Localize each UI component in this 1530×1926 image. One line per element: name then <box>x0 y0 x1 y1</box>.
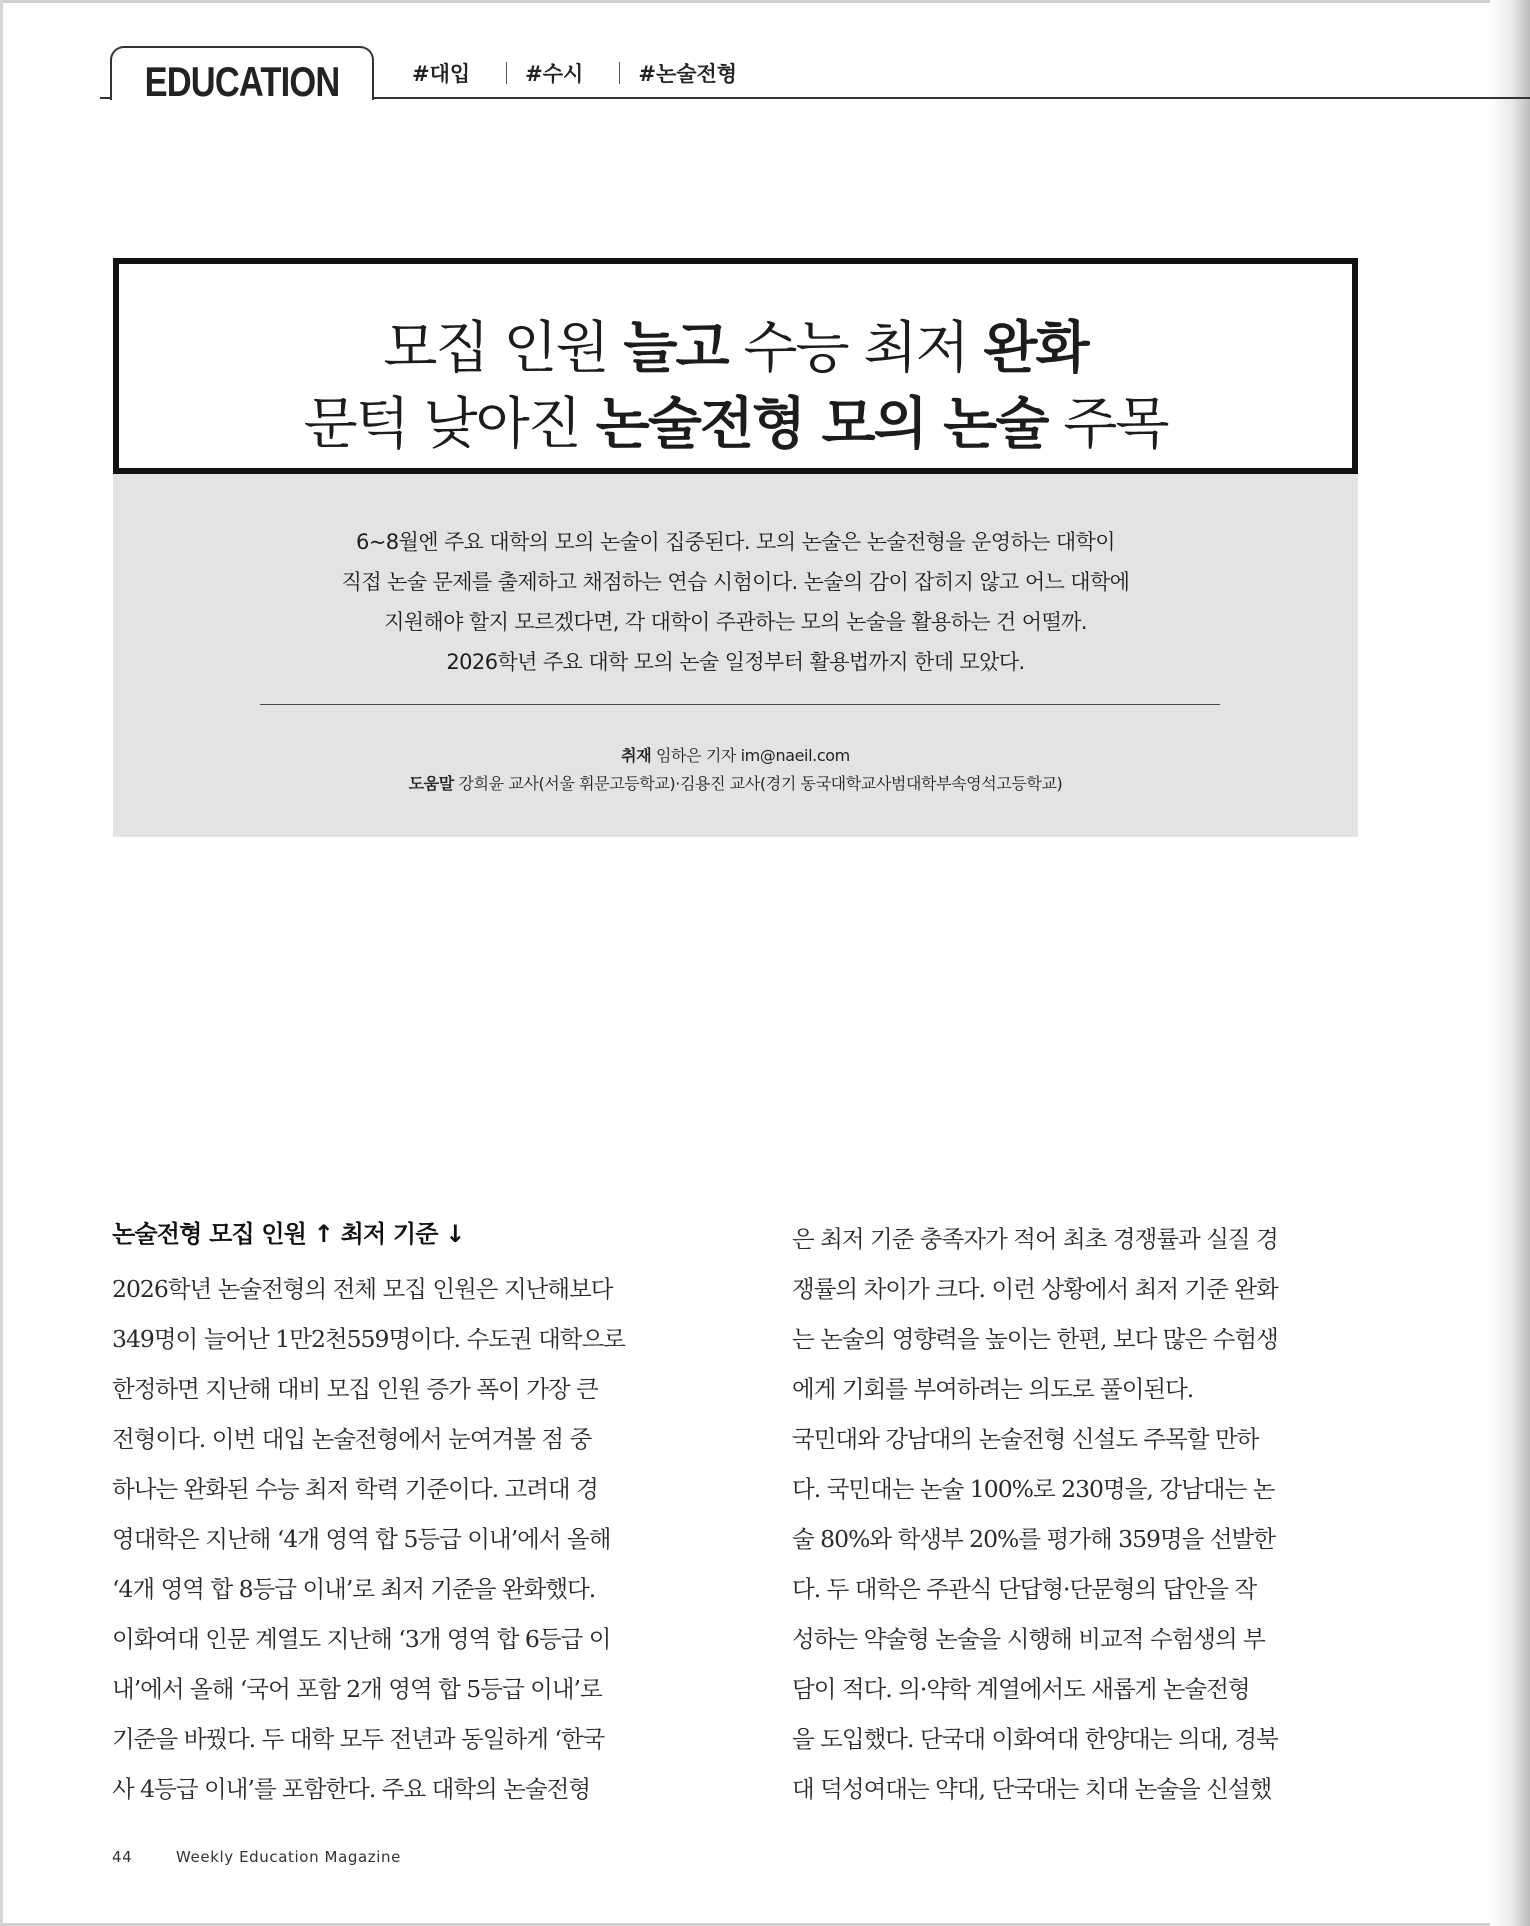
body-line: 쟁률의 차이가 크다. 이런 상황에서 최저 기준 완화 <box>792 1275 1278 1303</box>
body-line: 내’에서 올해 ‘국어 포함 2개 영역 합 5등급 이내’로 <box>112 1675 602 1703</box>
body-line: 은 최저 기준 충족자가 적어 최초 경쟁률과 실질 경 <box>792 1225 1278 1253</box>
helpers-label: 도움말 <box>408 774 454 793</box>
body-line: 기준을 바꿨다. 두 대학 모두 전년과 동일하게 ‘한국 <box>112 1725 605 1753</box>
body-line: 대 덕성여대는 약대, 단국대는 치대 논술을 신설했 <box>792 1775 1272 1803</box>
tag-nonsul: #논술전형 <box>638 62 738 86</box>
tag-susi: #수시 <box>525 62 584 86</box>
reporter-value: 임하은 기자 im@naeil.com <box>651 746 850 765</box>
article-subhead: 논술전형 모집 인원 ↑ 최저 기준 ↓ <box>112 1220 465 1248</box>
body-line: 을 도입했다. 단국대 이화여대 한양대는 의대, 경북 <box>792 1725 1278 1753</box>
page-left-edge <box>0 0 3 1926</box>
page-top-edge <box>0 0 1530 3</box>
section-label: EDUCATION <box>144 58 340 105</box>
body-line: 국민대와 강남대의 논술전형 신설도 주목할 만하 <box>792 1425 1259 1453</box>
headline-segment: 수능 최저 <box>727 316 984 381</box>
tag-divider <box>506 62 507 84</box>
headline-segment: 완화 <box>983 316 1088 381</box>
magazine-name: Weekly Education Magazine <box>176 1848 401 1866</box>
page-number: 44 <box>112 1848 133 1866</box>
body-line: 성하는 약술형 논술을 시행해 비교적 수험생의 부 <box>792 1625 1265 1653</box>
tag-list <box>412 58 773 88</box>
body-line: 영대학은 지난해 ‘4개 영역 합 5등급 이내’에서 올해 <box>112 1525 611 1553</box>
body-line: 담이 적다. 의·약학 계열에서도 새롭게 논술전형 <box>792 1675 1250 1703</box>
tag-divider <box>619 62 620 84</box>
tag-daeip: #대입 <box>412 62 471 86</box>
helpers-value: 강희윤 교사(서울 휘문고등학교)·김용진 교사(경기 동국대학교사범대학부속영석고등학교) <box>453 774 1063 793</box>
section-tab <box>110 46 374 105</box>
lead-line: 직접 논술 문제를 출제하고 채점하는 연습 시험이다. 논술의 감이 잡히지 않고 어느 대학에 <box>341 570 1130 594</box>
headline-segment: 늘고 <box>623 316 728 381</box>
headline-box <box>113 258 1358 474</box>
body-line: 349명이 늘어난 1만2천559명이다. 수도권 대학으로 <box>112 1325 625 1353</box>
headline-segment: 논술전형 모의 논술 <box>595 392 1048 457</box>
body-line: 사 4등급 이내’를 포함한다. 주요 대학의 논술전형 <box>112 1775 591 1803</box>
reporter-label: 취재 <box>621 746 652 765</box>
body-line: 한정하면 지난해 대비 모집 인원 증가 폭이 가장 큰 <box>112 1375 598 1403</box>
lead-panel <box>113 474 1358 837</box>
reporter-credit <box>113 742 1358 770</box>
body-line: 2026학년 논술전형의 전체 모집 인원은 지난해보다 <box>112 1275 613 1303</box>
lead-line: 2026학년 주요 대학 모의 논술 일정부터 활용법까지 한데 모았다. <box>446 650 1025 674</box>
body-line: 전형이다. 이번 대입 논술전형에서 눈여겨볼 점 중 <box>112 1425 592 1453</box>
body-line: 다. 국민대는 논술 100%로 230명을, 강남대는 논 <box>792 1475 1275 1503</box>
body-line: 이화여대 인문 계열도 지난해 ‘3개 영역 합 6등급 이 <box>112 1625 611 1653</box>
lead-divider <box>260 704 1220 705</box>
body-line: 에게 기회를 부여하려는 의도로 풀이된다. <box>792 1375 1194 1403</box>
lead-line: 지원해야 할지 모르겠다면, 각 대학이 주관하는 모의 논술을 활용하는 건 어떨까. <box>384 610 1087 634</box>
page-footer <box>112 1848 401 1866</box>
helpers-credit <box>113 770 1358 798</box>
body-line: ‘4개 영역 합 8등급 이내’로 최저 기준을 완화했다. <box>112 1575 596 1603</box>
page-binding-shadow <box>1490 0 1530 1926</box>
lead-paragraph <box>113 522 1358 682</box>
headline-segment: 문턱 낮아진 <box>303 392 596 457</box>
lead-line: 6~8월엔 주요 대학의 모의 논술이 집중된다. 모의 논술은 논술전형을 운영하는 대학이 <box>356 530 1115 554</box>
body-line: 다. 두 대학은 주관식 단답형·단문형의 답안을 작 <box>792 1575 1257 1603</box>
credits <box>113 742 1358 798</box>
body-line: 하나는 완화된 수능 최저 학력 기준이다. 고려대 경 <box>112 1475 598 1503</box>
body-line: 는 논술의 영향력을 높이는 한편, 보다 많은 수험생 <box>792 1325 1278 1353</box>
article-column-right <box>792 1214 1372 1814</box>
headline-line-1 <box>119 304 1352 384</box>
headline-segment: 모집 인원 <box>383 316 624 381</box>
body-line: 술 80%와 학생부 20%를 평가해 359명을 선발한 <box>792 1525 1275 1553</box>
headline-segment: 주목 <box>1047 392 1168 457</box>
headline-line-2 <box>119 380 1352 460</box>
article-column-left <box>112 1214 692 1814</box>
